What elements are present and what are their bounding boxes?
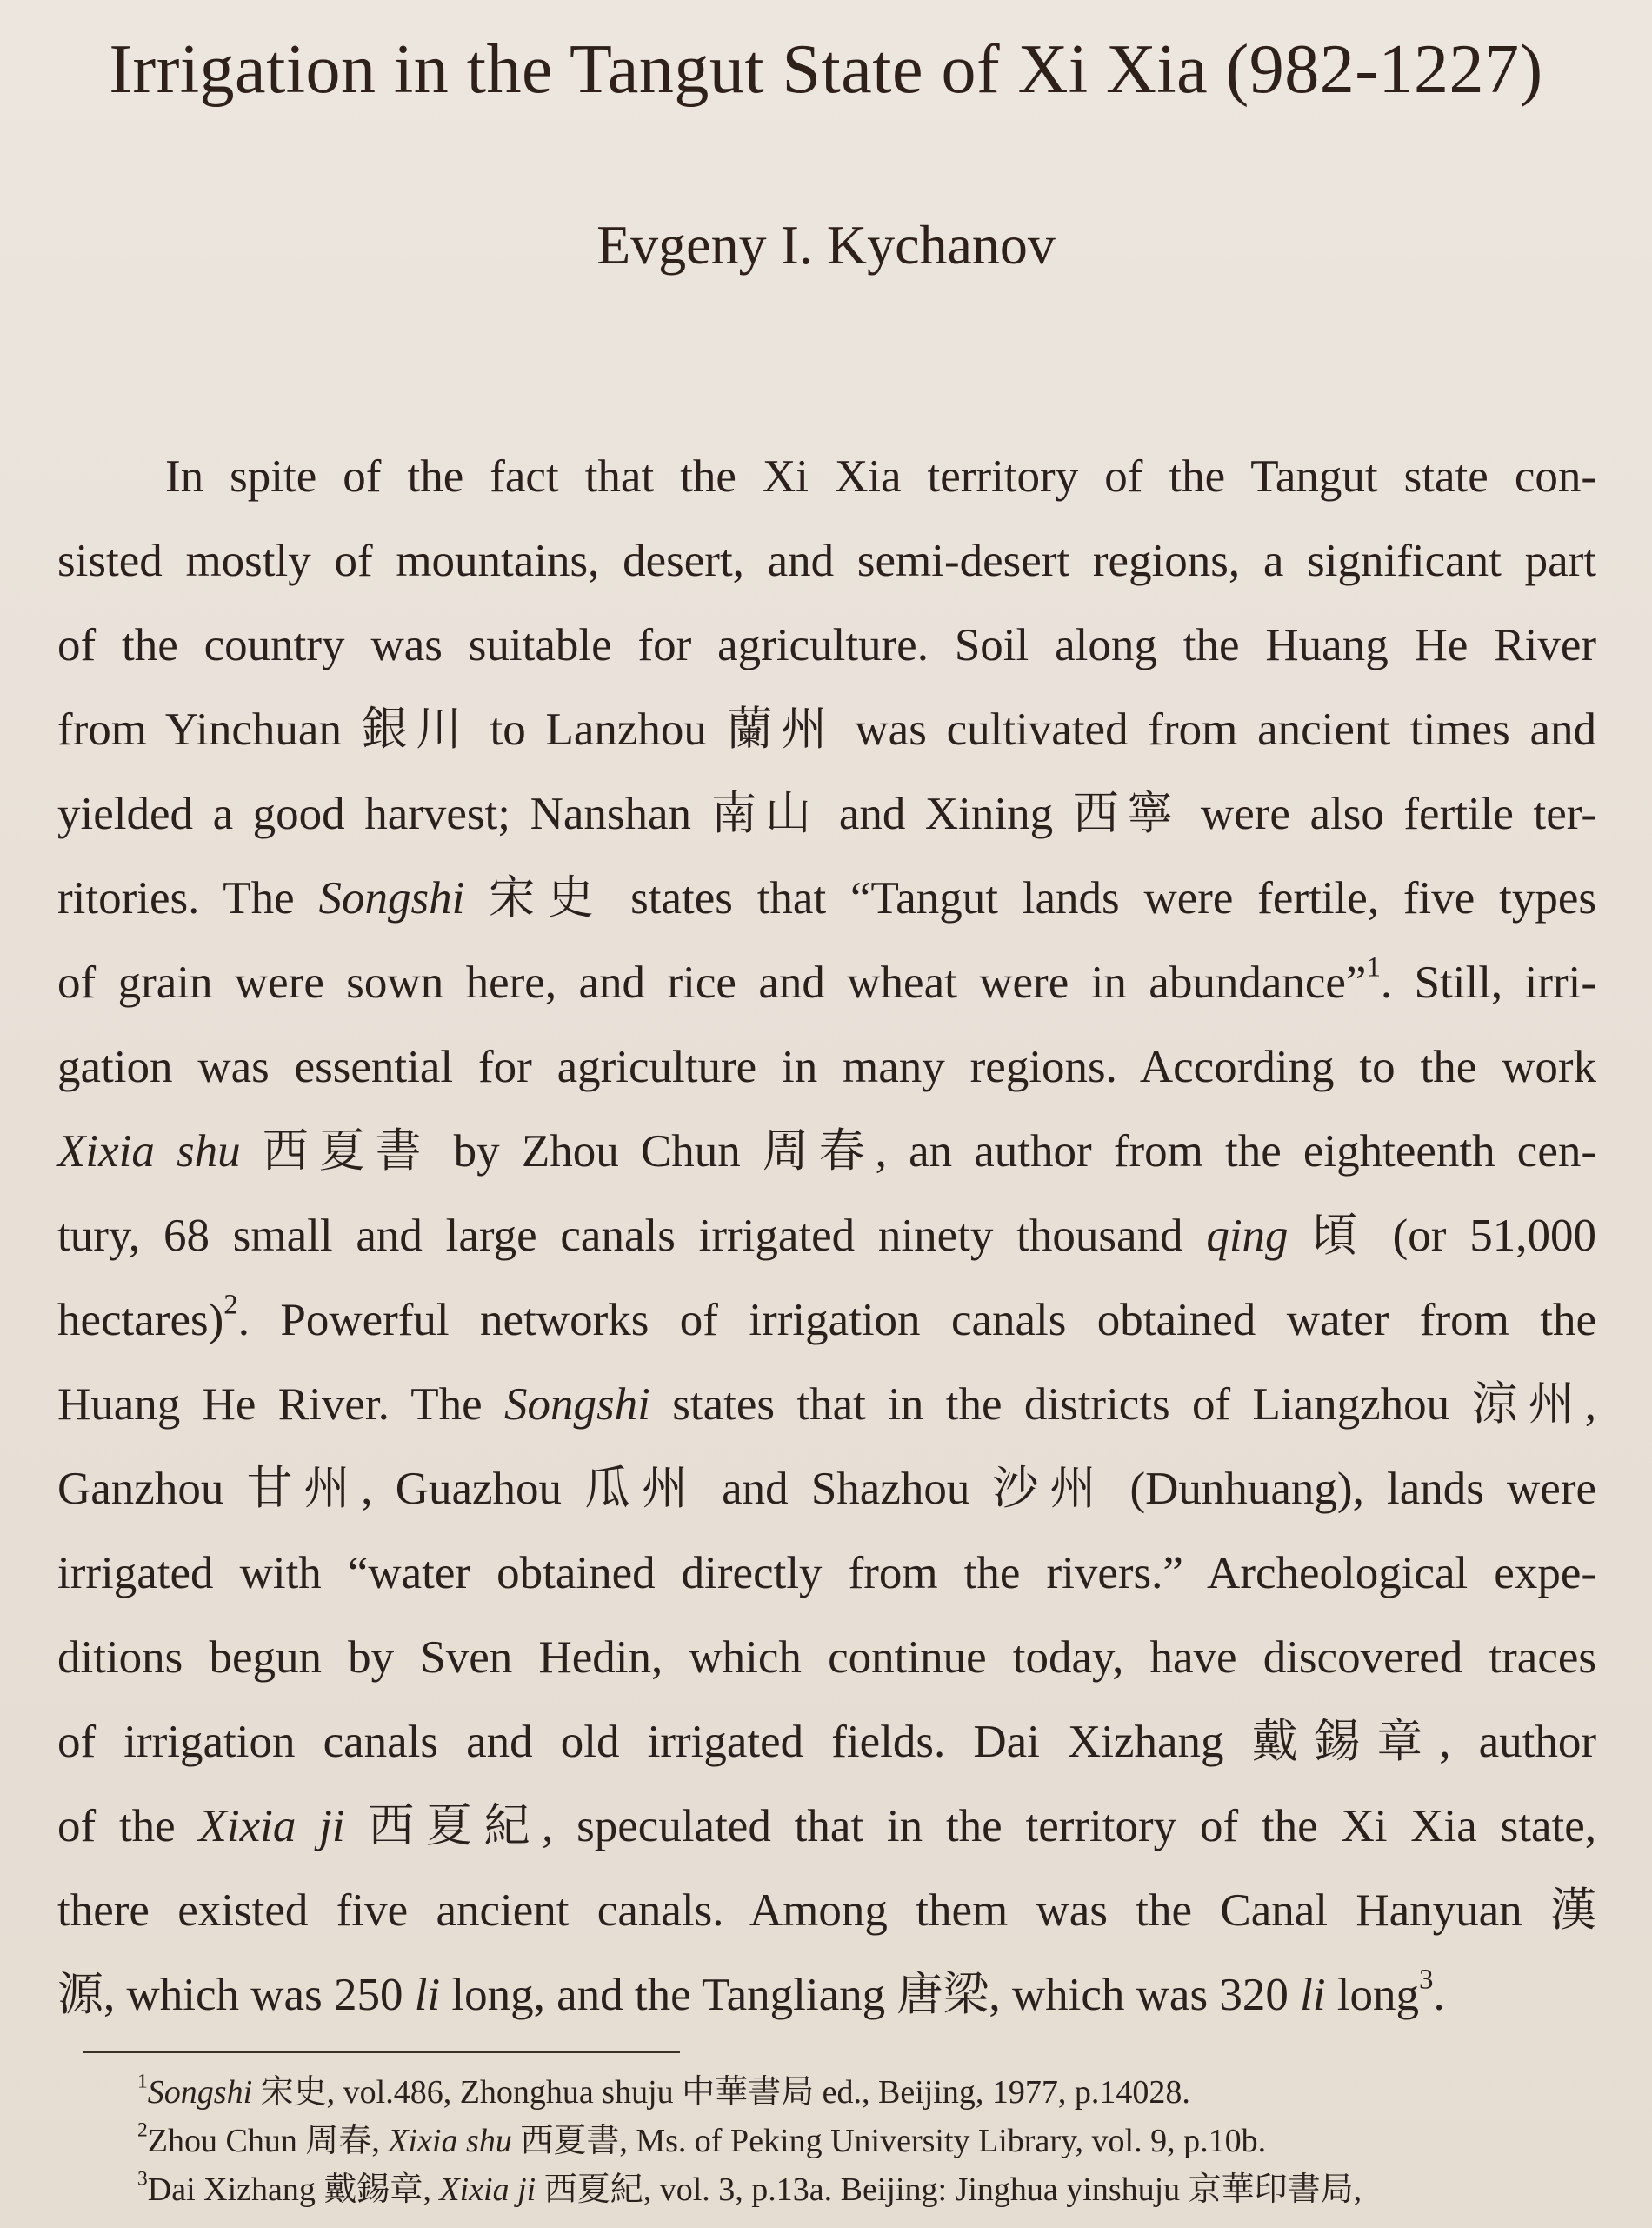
text-run: Ganzhou 甘州, Guazhou 瓜州 and Shazhou 沙州 (Dunhuang), lands were [57, 1464, 1596, 1514]
text-line [57, 688, 1596, 772]
text-line [57, 1194, 1596, 1278]
text-run: Zhou Chun 周春, [147, 2123, 389, 2159]
body-paragraph [57, 435, 1596, 2038]
text-run: long [1325, 1970, 1420, 2020]
page-title: Irrigation in the Tangut State of Xi Xia (982-1227) [109, 31, 1543, 108]
footnote [137, 2068, 1615, 2117]
italic-title: Songshi [147, 2074, 253, 2111]
text-run: 宋史 states that “Tangut lands were fertile, five types [464, 873, 1596, 924]
text-run: there existed five ancient canals. Among them was the Canal Hanyuan 漢 [57, 1885, 1596, 1936]
text-line [57, 1110, 1596, 1194]
text-run: of the country was suitable for agriculture. Soil along the Huang He River [57, 620, 1596, 670]
italic-title: Xixia shu [57, 1126, 241, 1177]
italic-title: li [414, 1970, 441, 2020]
text-line [57, 772, 1596, 857]
text-run: Dai Xizhang 戴錫章, [147, 2171, 440, 2208]
footnote [137, 2117, 1615, 2165]
footnote-divider [83, 2051, 680, 2053]
footnotes [137, 2068, 1615, 2214]
text-run: gation was essential for agriculture in many regions. According to the work [57, 1042, 1596, 1092]
text-line [57, 1953, 1596, 2038]
footnote-ref: 2 [137, 2118, 148, 2142]
text-run: 西夏書, Ms. of Peking University Library, vol. 9, p.10b. [511, 2123, 1267, 2159]
text-line [57, 1278, 1596, 1363]
text-run: 宋史, vol.486, Zhonghua shuju 中華書局 ed., Beijing, 1977, p.14028. [252, 2074, 1190, 2111]
text-line [57, 1700, 1596, 1784]
text-run: 西夏書 by Zhou Chun 周春, an author from the eighteenth cen- [240, 1126, 1596, 1177]
text-run: ritories. The [57, 873, 319, 924]
text-run: from Yinchuan 銀川 to Lanzhou 蘭州 was cultivated from ancient times and [57, 704, 1596, 755]
text-run: yielded a good harvest; Nanshan 南山 and Xining 西寧 were also fertile ter- [57, 789, 1596, 839]
footnote-ref: 3 [137, 2167, 148, 2191]
text-run: ditions begun by Sven Hedin, which continue today, have discovered traces [57, 1632, 1596, 1683]
text-line [57, 1531, 1596, 1616]
text-line [57, 1025, 1596, 1110]
italic-title: Songshi [504, 1379, 650, 1430]
text-line [57, 941, 1596, 1025]
text-run: . Powerful networks of irrigation canals obtained water from the [237, 1295, 1596, 1345]
text-line [57, 1616, 1596, 1700]
footnote [137, 2165, 1615, 2214]
text-run: sisted mostly of mountains, desert, and semi-desert regions, a significant part [57, 536, 1596, 586]
text-run: of grain were sown here, and rice and wheat were in abundance” [57, 957, 1367, 1008]
text-run: states that in the districts of Liangzhou 涼州, [649, 1379, 1596, 1430]
text-line [57, 1363, 1596, 1447]
footnote-ref: 1 [1366, 951, 1381, 984]
text-run: 西夏紀, vol. 3, p.13a. Beijing: Jinghua yinshuju 京華印書局, [536, 2171, 1362, 2208]
text-line [57, 1869, 1596, 1953]
text-run: tury, 68 small and large canals irrigated ninety thousand [57, 1211, 1207, 1261]
text-run: irrigated with “water obtained directly from the rivers.” Archeological expe- [57, 1548, 1596, 1598]
italic-title: Xixia ji [439, 2171, 536, 2208]
text-run: hectares) [57, 1295, 224, 1345]
text-run: of irrigation canals and old irrigated fields. Dai Xizhang 戴錫章, author [57, 1717, 1596, 1767]
text-run: . [1433, 1970, 1445, 2020]
text-run: In spite of the fact that the Xi Xia territory of the Tangut state con- [165, 451, 1596, 502]
text-line [57, 857, 1596, 941]
text-run: 頃 (or 51,000 [1288, 1211, 1596, 1261]
footnote-ref: 1 [137, 2070, 148, 2093]
text-line [57, 604, 1596, 688]
text-run: 源, which was 250 [57, 1970, 415, 2020]
text-run: . Still, irri- [1380, 957, 1597, 1008]
text-line [57, 519, 1596, 604]
text-line [57, 435, 1596, 519]
footnote-ref: 3 [1419, 1964, 1434, 1996]
italic-title: qing [1206, 1211, 1289, 1261]
italic-title: li [1300, 1970, 1326, 2020]
text-run: long, and the Tangliang 唐梁, which was 320 [440, 1970, 1301, 2020]
author-name: Evgeny I. Kychanov [596, 214, 1056, 276]
italic-title: Songshi [318, 873, 465, 924]
text-run: Huang He River. The [57, 1379, 505, 1430]
italic-title: Xixia shu [388, 2123, 512, 2159]
text-run: of the [57, 1801, 199, 1851]
text-line [57, 1447, 1596, 1531]
text-line [57, 1784, 1596, 1869]
footnote-ref: 2 [223, 1289, 238, 1321]
text-run: 西夏紀, speculated that in the territory of the Xi Xia state, [344, 1801, 1596, 1851]
italic-title: Xixia ji [198, 1801, 345, 1851]
